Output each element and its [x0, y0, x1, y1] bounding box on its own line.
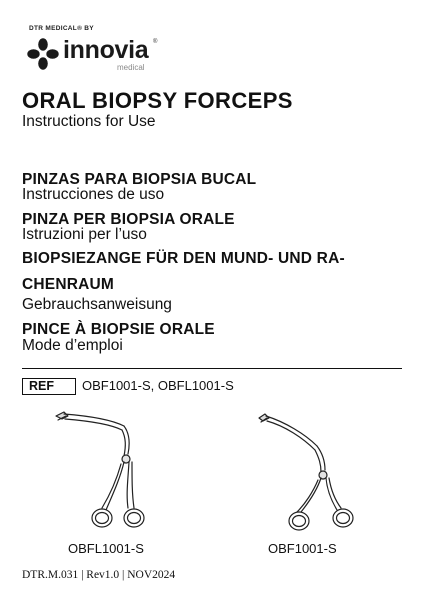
document-footer: DTR.M.031 | Rev1.0 | NOV2024	[22, 569, 176, 581]
subtitle-italian: Istruzioni per l’uso	[22, 226, 147, 243]
subtitle-spanish: Instrucciones de uso	[22, 186, 165, 203]
divider	[22, 368, 402, 369]
page-subtitle: Instructions for Use	[22, 113, 156, 130]
innovia-logo	[27, 36, 157, 76]
ref-symbol	[22, 378, 76, 395]
heading-german-continued: CHENRAUM	[22, 276, 115, 293]
ref-codes: OBF1001-S, OBFL1001-S	[82, 378, 234, 393]
heading-german: BIOPSIEZANGE FÜR DEN MUND- UND RA-	[22, 250, 345, 267]
subtitle-french: Mode d’emploi	[22, 337, 123, 354]
page-title: ORAL BIOPSY FORCEPS	[22, 88, 293, 113]
ref-label: REF	[29, 379, 54, 393]
forceps-obf-illustration	[255, 408, 365, 538]
heading-french: PINCE À BIOPSIE ORALE	[22, 321, 215, 338]
logo-wordmark: innovia	[63, 36, 149, 64]
logo-subtitle: medical	[117, 63, 145, 72]
innovia-cross-icon	[27, 38, 59, 70]
brand-tagline: DTR MEDICAL® BY	[29, 25, 94, 32]
heading-spanish: PINZAS PARA BIOPSIA BUCAL	[22, 171, 257, 188]
forceps-obfl-illustration	[50, 404, 160, 534]
logo-registered-mark: ®	[153, 39, 158, 45]
subtitle-german: Gebrauchsanweisung	[22, 296, 172, 313]
heading-italian: PINZA PER BIOPSIA ORALE	[22, 211, 235, 228]
caption-obfl: OBFL1001-S	[68, 541, 144, 556]
caption-obf: OBF1001-S	[268, 541, 337, 556]
